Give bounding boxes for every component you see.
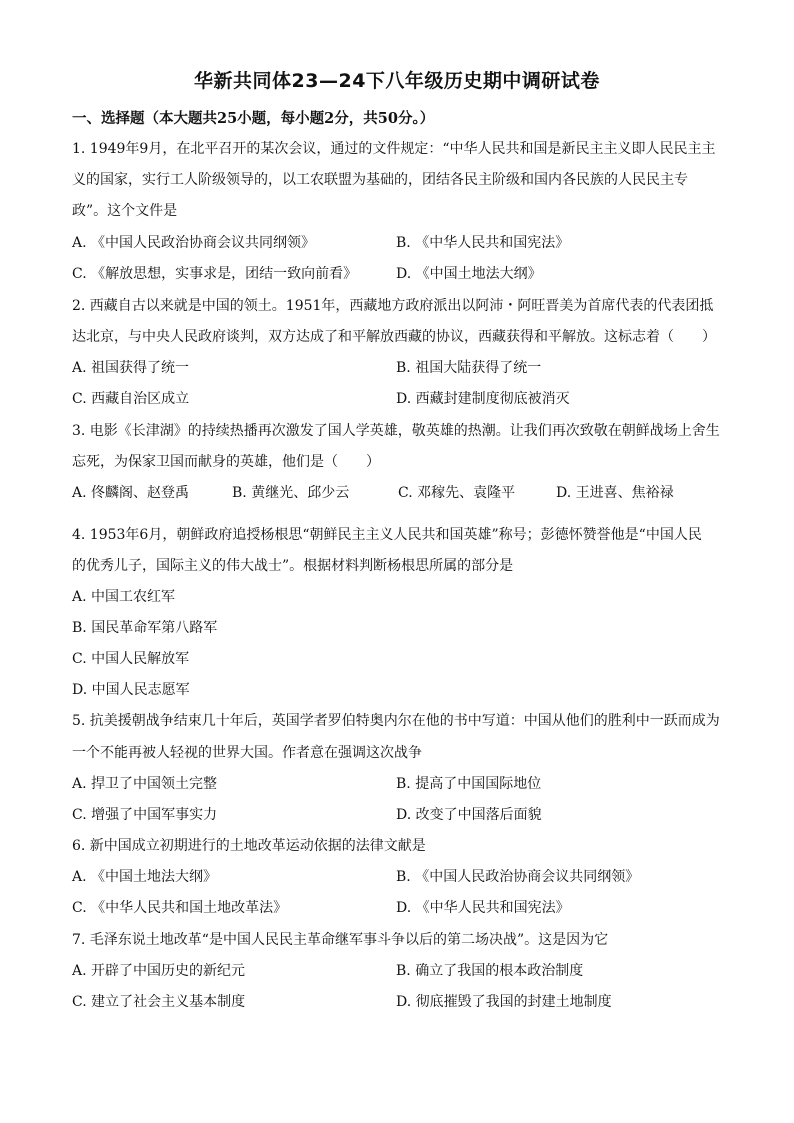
question-6-option-c[interactable]: C. 《中华人民共和国土地改革法》 xyxy=(72,900,288,916)
question-2-line-1: 2. 西藏自古以来就是中国的领土。1951年，西藏地方政府派出以阿沛・阿旺晋美为首席代表的代表团抵 xyxy=(72,298,714,314)
question-1-line-2: 义的国家，实行工人阶级领导的，以工农联盟为基础的，团结各民主阶级和国内各民族的人民民主专 xyxy=(72,172,688,188)
question-4-line-2: 的优秀儿子，国际主义的伟大战士”。根据材料判断杨根思所属的部分是 xyxy=(72,558,514,574)
question-1-option-c[interactable]: C. 《解放思想，实事求是，团结一致向前看》 xyxy=(72,266,358,282)
question-6-option-b[interactable]: B. 《中国人民政治协商会议共同纲领》 xyxy=(396,869,640,885)
question-5-line-1: 5. 抗美援朝战争结束几十年后，英国学者罗伯特奥内尔在他的书中写道：中国从他们的胜利中一跃而成为 xyxy=(72,713,720,729)
question-3-option-d[interactable]: D. 王进喜、焦裕禄 xyxy=(556,485,674,501)
question-2-option-a[interactable]: A. 祖国获得了统一 xyxy=(72,360,190,376)
question-5-line-2: 一个不能再被人轻视的世界大国。作者意在强调这次战争 xyxy=(72,745,422,761)
question-1-option-a[interactable]: A. 《中国人民政治协商会议共同纲领》 xyxy=(72,235,316,251)
question-4-option-b[interactable]: B. 国民革命军第八路军 xyxy=(72,620,218,636)
question-7-option-b[interactable]: B. 确立了我国的根本政治制度 xyxy=(396,963,584,979)
question-6-option-d[interactable]: D. 《中华人民共和国宪法》 xyxy=(396,900,570,916)
section-heading: 一、选择题（本大题共25小题，每小题2分，共50分。） xyxy=(72,110,435,127)
question-4-line-1: 4. 1953年6月，朝鲜政府追授杨根思“朝鲜民主主义人民共和国英雄”称号；彭德怀赞誉他是“中国人民 xyxy=(72,527,702,543)
question-4-option-d[interactable]: D. 中国人民志愿军 xyxy=(72,682,190,698)
question-1-line-3: 政”。这个文件是 xyxy=(72,203,178,219)
question-7-line-1: 7. 毛泽东说土地改革“是中国人民民主革命继军事斗争以后的第二场决战”。这是因为它 xyxy=(72,932,609,948)
question-2-option-d[interactable]: D. 西藏封建制度彻底被消灭 xyxy=(396,391,570,407)
question-1-line-1: 1. 1949年9月，在北平召开的某次会议，通过的文件规定：“中华人民共和国是新民主主义即人民民主主 xyxy=(72,141,716,157)
question-3-option-a[interactable]: A. 佟麟阁、赵登禹 xyxy=(72,485,190,501)
exam-title: 华新共同体23—24下八年级历史期中调研试卷 xyxy=(194,70,600,92)
question-2-option-c[interactable]: C. 西藏自治区成立 xyxy=(72,391,190,407)
question-1-option-b[interactable]: B. 《中华人民共和国宪法》 xyxy=(396,235,570,251)
question-4-option-a[interactable]: A. 中国工农红军 xyxy=(72,589,176,605)
question-5-option-d[interactable]: D. 改变了中国落后面貌 xyxy=(396,807,542,823)
question-2-option-b[interactable]: B. 祖国大陆获得了统一 xyxy=(396,360,542,376)
question-5-option-a[interactable]: A. 捍卫了中国领土完整 xyxy=(72,776,218,792)
question-7-option-a[interactable]: A. 开辟了中国历史的新纪元 xyxy=(72,963,246,979)
question-3-option-b[interactable]: B. 黄继光、邱少云 xyxy=(232,485,350,501)
question-3-line-1: 3. 电影《长津湖》的持续热播再次激发了国人学英雄，敬英雄的热潮。让我们再次致敬在朝鲜战场上舍生 xyxy=(72,423,720,439)
question-6-option-a[interactable]: A. 《中国土地法大纲》 xyxy=(72,869,218,885)
question-3-line-2: 忘死，为保家卫国而献身的英雄，他们是（ ） xyxy=(72,454,380,470)
question-5-option-c[interactable]: C. 增强了中国军事实力 xyxy=(72,807,218,823)
question-2-line-2: 达北京，与中央人民政府谈判，双方达成了和平解放西藏的协议，西藏获得和平解放。这标志着（ ） xyxy=(72,329,716,345)
question-6-line-1: 6. 新中国成立初期进行的土地改革运动依据的法律文献是 xyxy=(72,838,426,854)
question-4-option-c[interactable]: C. 中国人民解放军 xyxy=(72,651,190,667)
question-7-option-c[interactable]: C. 建立了社会主义基本制度 xyxy=(72,994,246,1010)
question-1-option-d[interactable]: D. 《中国土地法大纲》 xyxy=(396,266,542,282)
question-5-option-b[interactable]: B. 提高了中国国际地位 xyxy=(396,776,542,792)
question-3-option-c[interactable]: C. 邓稼先、袁隆平 xyxy=(398,485,516,501)
question-7-option-d[interactable]: D. 彻底摧毁了我国的封建土地制度 xyxy=(396,994,612,1010)
